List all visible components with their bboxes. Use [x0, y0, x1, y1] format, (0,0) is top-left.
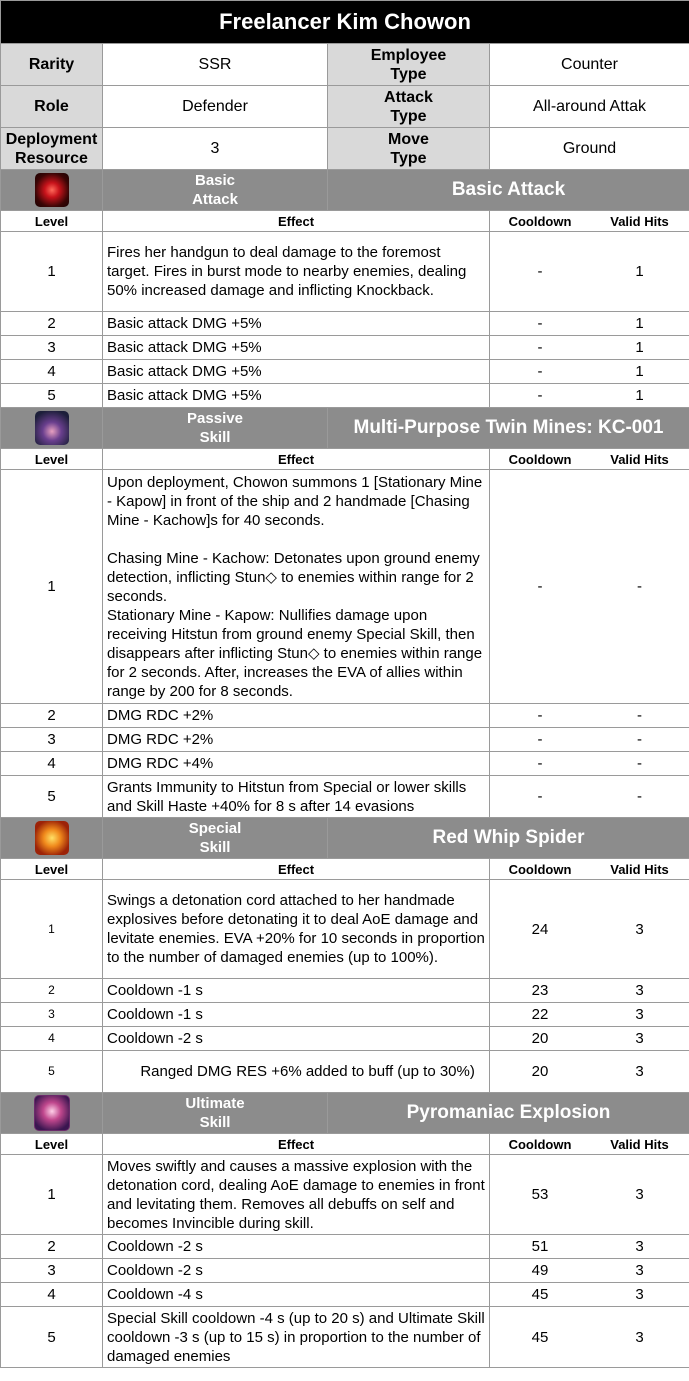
- skill-level-row: [1, 1307, 689, 1368]
- col-valid-hits: Valid Hits: [610, 213, 669, 229]
- cooldown-value: -: [537, 788, 543, 805]
- skill-category-line1: Special: [188, 820, 242, 837]
- employee-type-value: Counter: [490, 44, 689, 86]
- level-cell: 5: [1, 1051, 103, 1093]
- cooldown-value: -: [537, 578, 543, 595]
- cooldown-value: 45: [531, 1328, 549, 1346]
- effect-cell: Upon deployment, Chowon summons 1 [Stationary Mine - Kapow] in front of the ship and 2 handmade [Chasing Mine - Kachow]s for 40 seconds. Chasing Mine - Kachow: Detonates upon ground enemy detection, inflicting Stun◇ to enemies within range for 2 seconds. Stationary Mine - Kapow: Nullifies damage upon receiving Hitstun from ground enemy Special Skill, then disappears after inflicting Stun◇ to enemies within range for 2 seconds. After, increases the EVA of allies within range by 200 for 8 seconds.: [103, 470, 490, 704]
- level-cell: 2: [1, 979, 103, 1003]
- deployment-label-line2: Resource: [15, 149, 88, 167]
- role-label: Role: [1, 86, 103, 128]
- level-cell: 3: [1, 1003, 103, 1027]
- cooldown-value: -: [537, 315, 543, 332]
- skill-category: [103, 1093, 328, 1134]
- skill-name: Red Whip Spider: [328, 818, 689, 859]
- employee-type-label: [328, 44, 490, 86]
- skill-level-row: [1, 1283, 689, 1307]
- skill-column-header: [1, 859, 689, 880]
- skill-icon-cell: [1, 818, 103, 859]
- valid-hits-value: 3: [635, 1262, 644, 1279]
- skill-header: [1, 818, 689, 859]
- skill-category-line2: Attack: [192, 191, 238, 208]
- valid-hits-value: 3: [635, 1006, 644, 1023]
- cooldown-value: -: [537, 731, 543, 748]
- level-cell: 5: [1, 384, 103, 408]
- level-cell: 4: [1, 360, 103, 384]
- col-valid-hits: Valid Hits: [610, 1136, 669, 1152]
- valid-hits-value: 3: [635, 982, 644, 999]
- deployment-resource-label: [1, 128, 103, 170]
- cooldown-hits-cell: [490, 776, 689, 818]
- col-valid-hits: Valid Hits: [610, 861, 669, 877]
- cooldown-hits-cell: [490, 1259, 689, 1283]
- cooldown-hits-cell: [490, 1051, 689, 1093]
- level-cell: 1: [1, 232, 103, 312]
- level-cell: 5: [1, 776, 103, 818]
- cooldown-hits-cell: [490, 752, 689, 776]
- level-cell: 1: [1, 880, 103, 979]
- col-effect: Effect: [103, 859, 490, 880]
- skill-header: [1, 1093, 689, 1134]
- col-effect: Effect: [103, 1134, 490, 1155]
- skill-level-row: [1, 1235, 689, 1259]
- level-cell: 2: [1, 1235, 103, 1259]
- valid-hits-value: -: [637, 578, 643, 595]
- skill-header: [1, 170, 689, 211]
- col-level: Level: [1, 211, 103, 232]
- cooldown-hits-cell: [490, 1283, 689, 1307]
- level-cell: 4: [1, 1027, 103, 1051]
- level-cell: 1: [1, 1155, 103, 1235]
- cooldown-hits-cell: [490, 1003, 689, 1027]
- cooldown-hits-cell: [490, 232, 689, 312]
- effect-cell: Cooldown -4 s: [103, 1283, 490, 1307]
- valid-hits-value: 3: [635, 1328, 644, 1346]
- skill-level-row: [1, 470, 689, 704]
- cooldown-value: -: [537, 707, 543, 724]
- effect-cell: Ranged DMG RES +6% added to buff (up to 30%): [103, 1051, 490, 1093]
- col-cooldown: Cooldown: [508, 213, 572, 229]
- cooldown-value: -: [537, 363, 543, 380]
- col-cooldown: Cooldown: [508, 451, 572, 467]
- skill-level-row: [1, 752, 689, 776]
- level-cell: 1: [1, 470, 103, 704]
- cooldown-value: 20: [531, 1030, 549, 1047]
- valid-hits-value: 3: [635, 1238, 644, 1255]
- valid-hits-value: 3: [635, 1286, 644, 1303]
- skill-level-row: [1, 1027, 689, 1051]
- skill-level-row: [1, 1003, 689, 1027]
- skill-category: [103, 818, 328, 859]
- cooldown-value: 24: [531, 920, 549, 938]
- move-type-label: [328, 128, 490, 170]
- move-type-label-line1: Move: [388, 130, 429, 148]
- cooldown-hits-cell: [490, 979, 689, 1003]
- cooldown-value: 45: [531, 1286, 549, 1303]
- skill-name: Pyromaniac Explosion: [328, 1093, 689, 1134]
- skill-category-line1: Basic: [194, 172, 236, 189]
- skill-category: [103, 170, 328, 211]
- effect-cell: Cooldown -2 s: [103, 1235, 490, 1259]
- level-cell: 3: [1, 1259, 103, 1283]
- col-cooldown: Cooldown: [508, 1136, 572, 1152]
- skill-level-row: [1, 360, 689, 384]
- skill-icon-cell: [1, 170, 103, 211]
- col-cooldown-hits: [490, 449, 689, 470]
- level-cell: 5: [1, 1307, 103, 1368]
- col-level: Level: [1, 859, 103, 880]
- skill-name: Multi-Purpose Twin Mines: KC-001: [328, 408, 689, 449]
- valid-hits-value: -: [637, 755, 643, 772]
- cooldown-value: -: [537, 387, 543, 404]
- skill-level-row: [1, 880, 689, 979]
- valid-hits-value: 3: [635, 1186, 644, 1203]
- rarity-value: SSR: [103, 44, 328, 86]
- passive-skill-icon: [35, 411, 69, 445]
- skill-level-row: [1, 1259, 689, 1283]
- level-cell: 4: [1, 752, 103, 776]
- valid-hits-value: 1: [635, 387, 644, 404]
- valid-hits-value: 3: [635, 920, 644, 938]
- skill-level-row: [1, 704, 689, 728]
- skill-category: [103, 408, 328, 449]
- col-cooldown: Cooldown: [508, 861, 572, 877]
- cooldown-hits-cell: [490, 1155, 689, 1235]
- skill-level-row: [1, 232, 689, 312]
- cooldown-value: 53: [531, 1186, 549, 1203]
- skill-category-line2: Skill: [199, 839, 231, 856]
- cooldown-hits-cell: [490, 728, 689, 752]
- skill-name: Basic Attack: [328, 170, 689, 211]
- cooldown-hits-cell: [490, 336, 689, 360]
- skill-category-line1: Passive: [187, 410, 243, 427]
- effect-cell: Cooldown -1 s: [103, 979, 490, 1003]
- attack-type-label: [328, 86, 490, 128]
- cooldown-value: 49: [531, 1262, 549, 1279]
- skills-section: [1, 170, 689, 1368]
- level-cell: 3: [1, 336, 103, 360]
- effect-cell: Cooldown -2 s: [103, 1027, 490, 1051]
- skill-category-line2: Skill: [199, 429, 231, 446]
- effect-cell: Cooldown -2 s: [103, 1259, 490, 1283]
- effect-cell: DMG RDC +2%: [103, 704, 490, 728]
- valid-hits-value: 3: [635, 1030, 644, 1047]
- skill-level-row: [1, 1051, 689, 1093]
- page-title: Freelancer Kim Chowon: [1, 1, 689, 44]
- valid-hits-value: 1: [635, 363, 644, 380]
- cooldown-hits-cell: [490, 384, 689, 408]
- col-effect: Effect: [103, 211, 490, 232]
- effect-cell: Basic attack DMG +5%: [103, 336, 490, 360]
- skill-level-row: [1, 728, 689, 752]
- cooldown-value: -: [537, 263, 543, 280]
- cooldown-value: 20: [531, 1063, 549, 1080]
- cooldown-hits-cell: [490, 1235, 689, 1259]
- level-cell: 4: [1, 1283, 103, 1307]
- valid-hits-value: 1: [635, 339, 644, 356]
- attack-type-value: All-around Attak: [490, 86, 689, 128]
- col-level: Level: [1, 1134, 103, 1155]
- skill-column-header: [1, 211, 689, 232]
- effect-cell: Grants Immunity to Hitstun from Special or lower skills and Skill Haste +40% for 8 s after 14 evasions: [103, 776, 490, 818]
- cooldown-hits-cell: [490, 704, 689, 728]
- col-level: Level: [1, 449, 103, 470]
- skill-icon-cell: [1, 1093, 103, 1134]
- skill-category-line2: Skill: [199, 1114, 231, 1131]
- move-type-label-line2: Type: [390, 149, 427, 167]
- skill-column-header: [1, 449, 689, 470]
- move-type-value: Ground: [490, 128, 689, 170]
- effect-cell: DMG RDC +4%: [103, 752, 490, 776]
- valid-hits-value: 3: [635, 1063, 644, 1080]
- cooldown-value: 51: [531, 1238, 549, 1255]
- role-value: Defender: [103, 86, 328, 128]
- cooldown-value: 22: [531, 1006, 549, 1023]
- cooldown-hits-cell: [490, 1307, 689, 1368]
- deployment-label-line1: Deployment: [5, 130, 98, 148]
- effect-cell: Cooldown -1 s: [103, 1003, 490, 1027]
- skill-column-header: [1, 1134, 689, 1155]
- deployment-resource-value: 3: [103, 128, 328, 170]
- skill-level-row: [1, 776, 689, 818]
- effect-cell: Basic attack DMG +5%: [103, 384, 490, 408]
- col-cooldown-hits: [490, 859, 689, 880]
- ultimate-skill-icon: [34, 1095, 70, 1131]
- col-cooldown-hits: [490, 211, 689, 232]
- cooldown-hits-cell: [490, 1027, 689, 1051]
- employee-type-label-line2: Type: [390, 65, 427, 83]
- level-cell: 2: [1, 704, 103, 728]
- cooldown-value: -: [537, 755, 543, 772]
- cooldown-hits-cell: [490, 312, 689, 336]
- attack-type-label-line1: Attack: [384, 88, 433, 106]
- basic-attack-icon: [35, 173, 69, 207]
- cooldown-hits-cell: [490, 360, 689, 384]
- skill-level-row: [1, 384, 689, 408]
- cooldown-hits-cell: [490, 470, 689, 704]
- skill-level-row: [1, 312, 689, 336]
- employee-type-label-line1: Employee: [370, 46, 447, 64]
- valid-hits-value: 1: [635, 263, 644, 280]
- col-cooldown-hits: [490, 1134, 689, 1155]
- cooldown-value: 23: [531, 982, 549, 999]
- attack-type-label-line2: Type: [390, 107, 427, 125]
- effect-cell: Basic attack DMG +5%: [103, 360, 490, 384]
- level-cell: 3: [1, 728, 103, 752]
- skill-level-row: [1, 336, 689, 360]
- cooldown-hits-cell: [490, 880, 689, 979]
- skill-icon-cell: [1, 408, 103, 449]
- effect-cell: Fires her handgun to deal damage to the foremost target. Fires in burst mode to nearby enemies, dealing 50% increased damage and inflicting Knockback.: [103, 232, 490, 312]
- valid-hits-value: -: [637, 707, 643, 724]
- skill-category-line1: Ultimate: [185, 1095, 245, 1112]
- effect-cell: Moves swiftly and causes a massive explosion with the detonation cord, dealing AoE damage to enemies in front and levitating them. Removes all debuffs on self and becomes Invincible during skill.: [103, 1155, 490, 1235]
- effect-cell: Swings a detonation cord attached to her handmade explosives before detonating it to deal AoE damage and levitate enemies. EVA +20% for 10 seconds in proportion to the number of damaged enemies (up to 100%).: [103, 880, 490, 979]
- effect-cell: Special Skill cooldown -4 s (up to 20 s) and Ultimate Skill cooldown -3 s (up to 15 s) in proportion to the number of damaged enemies: [103, 1307, 490, 1368]
- skill-level-row: [1, 1155, 689, 1235]
- valid-hits-value: 1: [635, 315, 644, 332]
- rarity-label: Rarity: [1, 44, 103, 86]
- level-cell: 2: [1, 312, 103, 336]
- special-skill-icon: [35, 821, 69, 855]
- col-valid-hits: Valid Hits: [610, 451, 669, 467]
- skill-header: [1, 408, 689, 449]
- valid-hits-value: -: [637, 788, 643, 805]
- effect-cell: Basic attack DMG +5%: [103, 312, 490, 336]
- skill-level-row: [1, 979, 689, 1003]
- cooldown-value: -: [537, 339, 543, 356]
- valid-hits-value: -: [637, 731, 643, 748]
- col-effect: Effect: [103, 449, 490, 470]
- effect-cell: DMG RDC +2%: [103, 728, 490, 752]
